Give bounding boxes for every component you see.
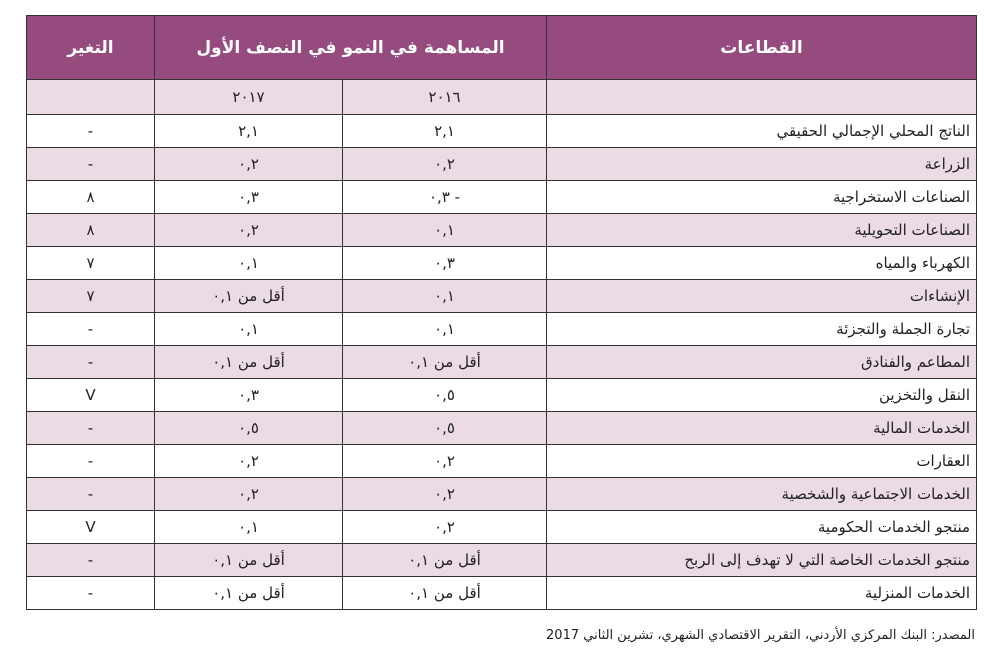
value-2017: ٠,٢ [155, 214, 343, 247]
table-row [27, 577, 977, 610]
value-2017: أقل من ٠,١ [155, 544, 343, 577]
change-cell: - [27, 148, 155, 181]
table-row [27, 214, 977, 247]
sector-cell: منتجو الخدمات الحكومية [547, 511, 977, 544]
growth-contribution-table [26, 15, 977, 610]
change-cell: - [27, 577, 155, 610]
value-2017: ٢,١ [155, 115, 343, 148]
value-2016: - ٠,٣ [343, 181, 547, 214]
table-row [27, 511, 977, 544]
source-note: المصدر: البنك المركزي الأردني، التقرير الاقتصادي الشهري، تشرين الثاني 2017 [546, 628, 975, 643]
change-cell: - [27, 445, 155, 478]
header-row [27, 16, 977, 80]
value-2017: ٠,٣ [155, 181, 343, 214]
year-2017: ٢٠١٧ [155, 80, 343, 115]
sector-cell: النقل والتخزين [547, 379, 977, 412]
table-row [27, 313, 977, 346]
table-row [27, 544, 977, 577]
change-cell: ٧ [27, 247, 155, 280]
change-cell: ٧ [27, 280, 155, 313]
value-2017: أقل من ٠,١ [155, 346, 343, 379]
value-2017: ٠,١ [155, 247, 343, 280]
table-row [27, 280, 977, 313]
value-2016: ٠,١ [343, 280, 547, 313]
change-cell: - [27, 478, 155, 511]
value-2016: ٠,٢ [343, 148, 547, 181]
table-row [27, 379, 977, 412]
table-row [27, 445, 977, 478]
value-2017: ٠,١ [155, 511, 343, 544]
value-2017: ٠,٢ [155, 148, 343, 181]
change-cell: - [27, 313, 155, 346]
change-cell: V [27, 379, 155, 412]
year-2016: ٢٠١٦ [343, 80, 547, 115]
sector-cell: منتجو الخدمات الخاصة التي لا تهدف إلى الربح [547, 544, 977, 577]
value-2017: أقل من ٠,١ [155, 577, 343, 610]
value-2016: ٠,٢ [343, 478, 547, 511]
value-2016: ٠,١ [343, 214, 547, 247]
sector-cell: الكهرباء والمياه [547, 247, 977, 280]
sector-cell: تجارة الجملة والتجزئة [547, 313, 977, 346]
value-2016: ٠,٥ [343, 412, 547, 445]
value-2016: ٠,٥ [343, 379, 547, 412]
value-2016: أقل من ٠,١ [343, 346, 547, 379]
table-row [27, 478, 977, 511]
value-2017: ٠,٢ [155, 478, 343, 511]
header-change: التغير [27, 16, 155, 80]
value-2017: ٠,٢ [155, 445, 343, 478]
value-2016: أقل من ٠,١ [343, 544, 547, 577]
change-cell: ٨ [27, 181, 155, 214]
change-cell: V [27, 511, 155, 544]
value-2017: ٠,٣ [155, 379, 343, 412]
change-cell: - [27, 346, 155, 379]
sector-cell: الناتج المحلي الإجمالي الحقيقي [547, 115, 977, 148]
table-row [27, 115, 977, 148]
table-row [27, 346, 977, 379]
empty-cell [27, 80, 155, 115]
change-cell: - [27, 544, 155, 577]
value-2017: أقل من ٠,١ [155, 280, 343, 313]
header-contribution: المساهمة في النمو في النصف الأول [155, 16, 547, 80]
table-row [27, 148, 977, 181]
change-cell: ٨ [27, 214, 155, 247]
table-row [27, 412, 977, 445]
year-row [27, 80, 977, 115]
sector-cell: الصناعات الاستخراجية [547, 181, 977, 214]
sector-cell: الخدمات المنزلية [547, 577, 977, 610]
value-2016: ٠,٣ [343, 247, 547, 280]
sector-cell: المطاعم والفنادق [547, 346, 977, 379]
change-cell: - [27, 412, 155, 445]
sector-cell: العقارات [547, 445, 977, 478]
value-2016: أقل من ٠,١ [343, 577, 547, 610]
sector-cell: الخدمات الاجتماعية والشخصية [547, 478, 977, 511]
empty-cell [547, 80, 977, 115]
value-2017: ٠,١ [155, 313, 343, 346]
sector-cell: الإنشاءات [547, 280, 977, 313]
sector-cell: الخدمات المالية [547, 412, 977, 445]
value-2016: ٠,١ [343, 313, 547, 346]
table-row [27, 247, 977, 280]
table-row [27, 181, 977, 214]
value-2016: ٠,٢ [343, 445, 547, 478]
value-2017: ٠,٥ [155, 412, 343, 445]
value-2016: ٢,١ [343, 115, 547, 148]
sector-cell: الزراعة [547, 148, 977, 181]
header-sectors: القطاعات [547, 16, 977, 80]
change-cell: - [27, 115, 155, 148]
value-2016: ٠,٢ [343, 511, 547, 544]
sector-cell: الصناعات التحويلية [547, 214, 977, 247]
